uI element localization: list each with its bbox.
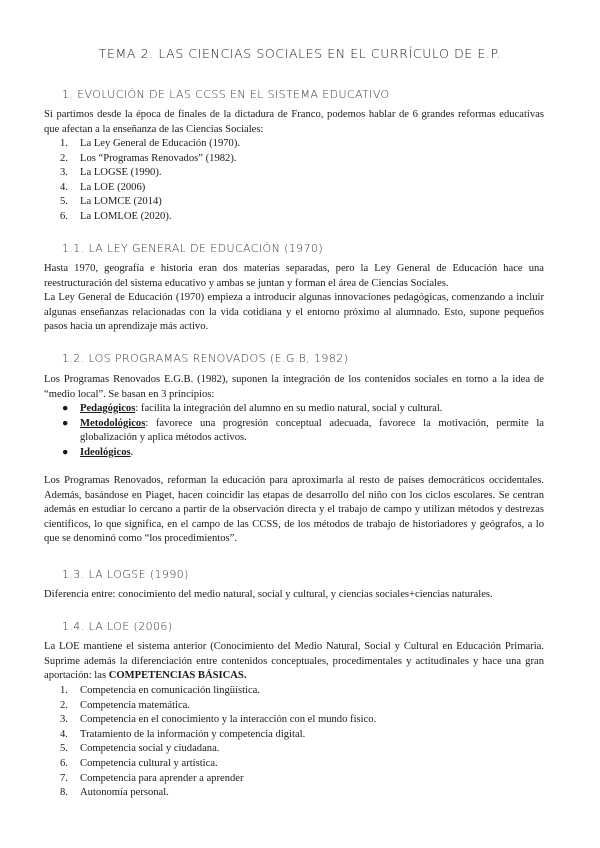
list-item xyxy=(44,417,544,446)
bullet-icon: ● xyxy=(62,446,69,458)
list-text: Competencia para aprender a aprender xyxy=(80,772,244,784)
list-text: Autonomía personal. xyxy=(80,787,169,799)
list-text: Tratamiento de la información y competencia digital. xyxy=(80,728,306,740)
section-1-intro: Si partimos desde la época de finales de la dictadura de Franco, podemos hablar de 6 grandes reformas educativas que afectan a la enseñanza de las Ciencias Sociales: xyxy=(44,109,544,135)
paragraph-text: La LOE mantiene el sistema anterior (Conocimiento del Medio Natural, Social y Cultural en Educación Primaria. Suprime además la diferenciación entre contenidos conceptuales, procedimentales y actitudinales y hace una gran aportación: las xyxy=(44,641,544,682)
reforms-list xyxy=(44,137,240,225)
section-1-heading: 1. EVOLUCIÓN DE LAS CCSS EN EL SISTEMA EDUCATIVO xyxy=(62,88,390,101)
list-text: Los “Programas Renovados” (1982). xyxy=(80,152,237,164)
list-number: 3. xyxy=(60,714,68,726)
list-item xyxy=(44,728,376,743)
list-item xyxy=(44,402,544,417)
list-number: 8. xyxy=(60,787,68,799)
page-title: TEMA 2. LAS CIENCIAS SOCIALES EN EL CURRÍCULO DE E.P. xyxy=(98,46,502,61)
list-number: 2. xyxy=(60,152,68,164)
list-item xyxy=(44,195,240,210)
list-item xyxy=(44,699,376,714)
section-1-1-paragraph-1: Hasta 1970, geografía e historia eran dos materias separadas, pero la Ley General de Educación hace una reestructuración del sistema educativo y ambas se juntan y forman el área de Ciencias Sociales. xyxy=(44,263,544,289)
list-item xyxy=(44,210,240,225)
list-item xyxy=(44,786,376,801)
competencies-list xyxy=(44,684,376,801)
list-number: 6. xyxy=(60,210,68,222)
list-text: Competencia en comunicación lingüística. xyxy=(80,685,261,696)
list-number: 2. xyxy=(60,699,68,711)
section-1-2-paragraph-2: Los Programas Renovados, reforman la educación para aproximarla al resto de países democráticos occidentales. Además, basándose en Piaget, hacen coincidir las etapas de desarrollo del niño con los ciclos escolares. Se centran además en estudiar lo cercano a partir de la observación directa y el trabajo de campo y utilizan métodos y destrezas científicos, lo que significa, en el campo de las CCSS, de los métodos de trabajo de historiadores y geógrafos, a lo que se denominó como “los procedimientos”. xyxy=(44,475,544,545)
list-item xyxy=(44,181,240,196)
list-item xyxy=(44,772,376,787)
list-text: La LOMLOE (2020). xyxy=(80,210,172,222)
list-item xyxy=(44,152,240,167)
principles-list xyxy=(44,402,544,460)
list-item xyxy=(44,757,376,772)
section-1-2-intro: Los Programas Renovados E.G.B. (1982), suponen la integración de los contenidos sociales en torno a la idea de “medio local”. Se basan en 3 principios: xyxy=(44,374,544,400)
list-text: Competencia matemática. xyxy=(80,699,191,711)
list-number: 7. xyxy=(60,772,68,784)
principle-text: : favorece una progresión conceptual adecuada, favorece la motivación, permite la globalización y aplica métodos activos. xyxy=(80,417,544,444)
list-number: 4. xyxy=(60,728,68,740)
list-number: 4. xyxy=(60,181,68,193)
list-text: La Ley General de Educación (1970). xyxy=(80,138,241,149)
list-item xyxy=(44,742,376,757)
section-1-3-heading: 1.3. LA LOGSE (1990) xyxy=(62,568,189,581)
section-1-4-heading: 1.4. LA LOE (2006) xyxy=(62,620,173,633)
list-item xyxy=(44,446,544,461)
principle-name: Metodológicos xyxy=(80,417,146,429)
list-number: 5. xyxy=(60,196,68,208)
principle-text: . xyxy=(130,446,134,458)
list-text: Competencia en el conocimiento y la interacción con el mundo físico. xyxy=(80,714,377,726)
list-item xyxy=(44,684,376,699)
section-1-2-heading: 1.2. LOS PROGRAMAS RENOVADOS (E.G.B, 1982) xyxy=(62,352,349,365)
list-text: Competencia social y ciudadana. xyxy=(80,743,220,755)
list-number: 1. xyxy=(60,685,68,696)
list-text: Competencia cultural y artística. xyxy=(80,757,218,769)
principle-name: Ideológicos xyxy=(80,446,131,458)
list-item xyxy=(44,137,240,152)
list-item xyxy=(44,713,376,728)
competencias-basicas-label: COMPETENCIAS BÁSICAS. xyxy=(108,670,247,682)
bullet-icon: ● xyxy=(62,403,69,414)
section-1-1-heading: 1.1. LA LEY GENERAL DE EDUCACIÓN (1970) xyxy=(62,242,324,255)
section-1-4-paragraph xyxy=(44,640,544,684)
bullet-icon: ● xyxy=(62,417,69,429)
section-1-3-paragraph: Diferencia entre: conocimiento del medio natural, social y cultural, y ciencias sociales+ciencias naturales. xyxy=(44,589,493,600)
list-number: 1. xyxy=(60,138,68,149)
list-number: 6. xyxy=(60,757,68,769)
list-item xyxy=(44,166,240,181)
list-text: La LOGSE (1990). xyxy=(80,167,162,179)
principle-name: Pedagógicos xyxy=(80,403,136,414)
principle-text: : facilita la integración del alumno en su medio natural, social y cultural. xyxy=(135,403,443,414)
list-number: 5. xyxy=(60,743,68,755)
list-text: La LOMCE (2014) xyxy=(80,196,162,208)
list-number: 3. xyxy=(60,167,68,179)
section-1-1-paragraph-2: La Ley General de Educación (1970) empieza a introducir algunas innovaciones pedagógicas, comenzando a incluir algunas enseñanzas relacionadas con la vida cotidiana y el entorno próximo al alumnado. Esto, supone pequeños pasos hacia un aprendizaje más activo. xyxy=(44,292,544,333)
list-text: La LOE (2006) xyxy=(80,181,146,193)
